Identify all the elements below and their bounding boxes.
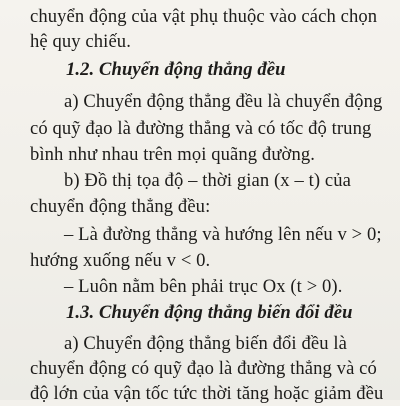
text-line: hướng xuống nếu v < 0.: [30, 250, 211, 271]
section-heading-1-3: 1.3. Chuyển động thẳng biến đổi đều: [66, 302, 353, 323]
text-line: chuyển động thẳng đều:: [30, 196, 211, 217]
text-line: hệ quy chiếu.: [30, 31, 131, 52]
text-line: chuyển động của vật phụ thuộc vào cách chọn: [30, 6, 378, 27]
text-line: bình như nhau trên mọi quãng đường.: [30, 144, 315, 165]
text-line: – Là đường thẳng và hướng lên nếu v > 0;: [64, 224, 382, 245]
text-line: có quỹ đạo là đường thẳng và có tốc độ trung: [30, 118, 372, 139]
text-line: – Luôn nằm bên phải trục Ox (t > 0).: [64, 276, 343, 297]
text-line: a) Chuyển động thẳng biến đổi đều là: [64, 333, 347, 354]
text-line: độ lớn của vận tốc tức thời tăng hoặc giảm đều: [30, 383, 384, 404]
section-heading-1-2: 1.2. Chuyển động thẳng đều: [66, 59, 286, 80]
text-line: b) Đồ thị tọa độ – thời gian (x – t) của: [64, 170, 352, 191]
text-line: a) Chuyển động thẳng đều là chuyển động: [64, 91, 383, 112]
text-line: chuyển động có quỹ đạo là đường thẳng và có: [30, 358, 377, 379]
